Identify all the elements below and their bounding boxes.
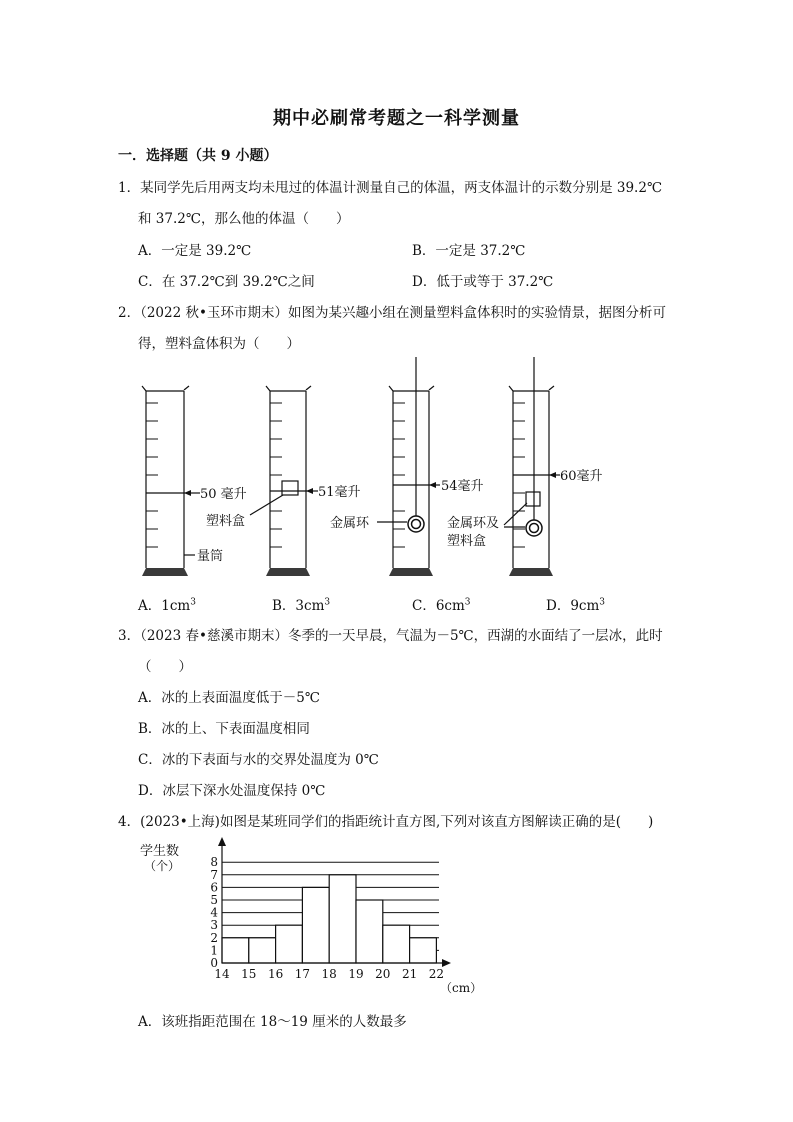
y-tick-label: 6 [210, 880, 218, 895]
histogram-bar [249, 938, 276, 963]
q3-option-d: D．冰层下深水处温度保持 0℃ [138, 783, 326, 799]
y-tick-label: 3 [210, 918, 218, 933]
q1-option-d: D．低于或等于 37.2℃ [412, 274, 554, 290]
histogram-bar [276, 925, 303, 963]
q1-option-b: B．一定是 37.2℃ [412, 243, 526, 259]
y-tick-label: 1 [210, 943, 218, 958]
y-tick-label: 7 [210, 867, 218, 882]
y-tick-label: 0 [210, 956, 218, 970]
y-tick-label: 5 [210, 893, 218, 907]
q3-stem-line1: 3．（2023 春•慈溪市期末）冬季的一天早晨，气温为－5℃，西湖的水面结了一层冰，此时 [118, 628, 663, 644]
x-tick-label: 17 [294, 967, 311, 981]
histogram-bar [383, 925, 410, 963]
label-51ml: 51毫升 [318, 485, 361, 500]
q2-option-d: D．$9cm^3$ [546, 597, 606, 614]
histogram-bar [356, 900, 383, 963]
label-plastic-box: 塑料盒 [206, 514, 246, 529]
histogram-bar [222, 938, 249, 963]
x-tick-label: 19 [348, 967, 364, 981]
q2-stem-line1: 2．（2022 秋•玉环市期末）如图为某兴趣小组在测量塑料盒体积时的实验情景，据图分析可 [118, 305, 666, 321]
y-tick-label: 4 [210, 905, 218, 920]
q2-option-b: B．$3cm^3$ [272, 597, 331, 614]
q3-stem-line2: （ ） [138, 659, 192, 675]
histogram-bars [222, 875, 436, 963]
x-tick-label: 20 [375, 967, 391, 981]
x-tick-label: 14 [214, 967, 230, 981]
q1-stem-line2: 和 37.2℃，那么他的体温（ ） [138, 211, 350, 227]
q1-option-c: C．在 37.2℃到 39.2℃之间 [138, 274, 315, 290]
q4-option-a: A．该班指距范围在 18～19 厘米的人数最多 [138, 1014, 407, 1030]
cylinder-3 [377, 357, 440, 568]
histogram-bar [410, 938, 437, 963]
histogram-bar [302, 887, 329, 963]
q2-option-a: A．$1cm^3$ [138, 597, 196, 614]
q2-stem-line2: 得，塑料盒体积为（ ） [138, 336, 300, 352]
x-tick-label: 15 [241, 967, 257, 981]
section-heading: 一．选择题（共 9 小题） [118, 148, 278, 164]
x-tick-label: 21 [401, 967, 418, 981]
q3-option-b: B．冰的上、下表面温度相同 [138, 721, 310, 737]
histogram-xlabel: （cm） [440, 981, 483, 995]
histogram-chart [130, 836, 490, 1000]
cylinder-4 [504, 357, 560, 568]
histogram-ylabel-line2: （个） [144, 859, 181, 873]
q2-option-c: C．$6cm^3$ [412, 597, 471, 614]
histogram-ylabel-line1: 学生数 [140, 844, 180, 859]
label-metal-ring: 金属环 [330, 516, 370, 531]
histogram-bar [329, 875, 356, 963]
x-axis-arrow [442, 959, 451, 967]
y-tick-label: 8 [210, 855, 218, 870]
label-cylinder: 量筒 [197, 549, 224, 564]
page-title: 期中必刷常考题之一科学测量 [273, 108, 520, 129]
label-ring-and-box-2: 塑料盒 [447, 534, 487, 549]
label-ring-and-box-1: 金属环及 [447, 516, 500, 531]
y-axis-arrow [218, 837, 226, 846]
q4-stem-line1: 4．(2023•上海)如图是某班同学们的指距统计直方图,下列对该直方图解读正确的是( ) [118, 814, 654, 830]
cylinder-1 [142, 386, 200, 568]
x-tick-label: 16 [267, 967, 284, 981]
y-tick-label: 2 [210, 930, 218, 945]
cylinder-figure [120, 355, 620, 587]
q1-option-a: A．一定是 39.2℃ [138, 243, 252, 259]
label-50ml: 50 毫升 [200, 487, 247, 502]
q3-option-c: C．冰的下表面与水的交界处温度为 0℃ [138, 752, 379, 768]
q3-option-a: A．冰的上表面温度低于－5℃ [138, 690, 320, 706]
label-60ml: 60毫升 [560, 469, 603, 484]
x-tick-label: 22 [428, 967, 445, 981]
q1-stem-line1: 1．某同学先后用两支均未甩过的体温计测量自己的体温，两支体温计的示数分别是 39.2℃ [118, 180, 663, 196]
cylinder-2 [250, 386, 318, 568]
label-54ml: 54毫升 [441, 479, 484, 494]
x-tick-label: 18 [321, 967, 337, 981]
